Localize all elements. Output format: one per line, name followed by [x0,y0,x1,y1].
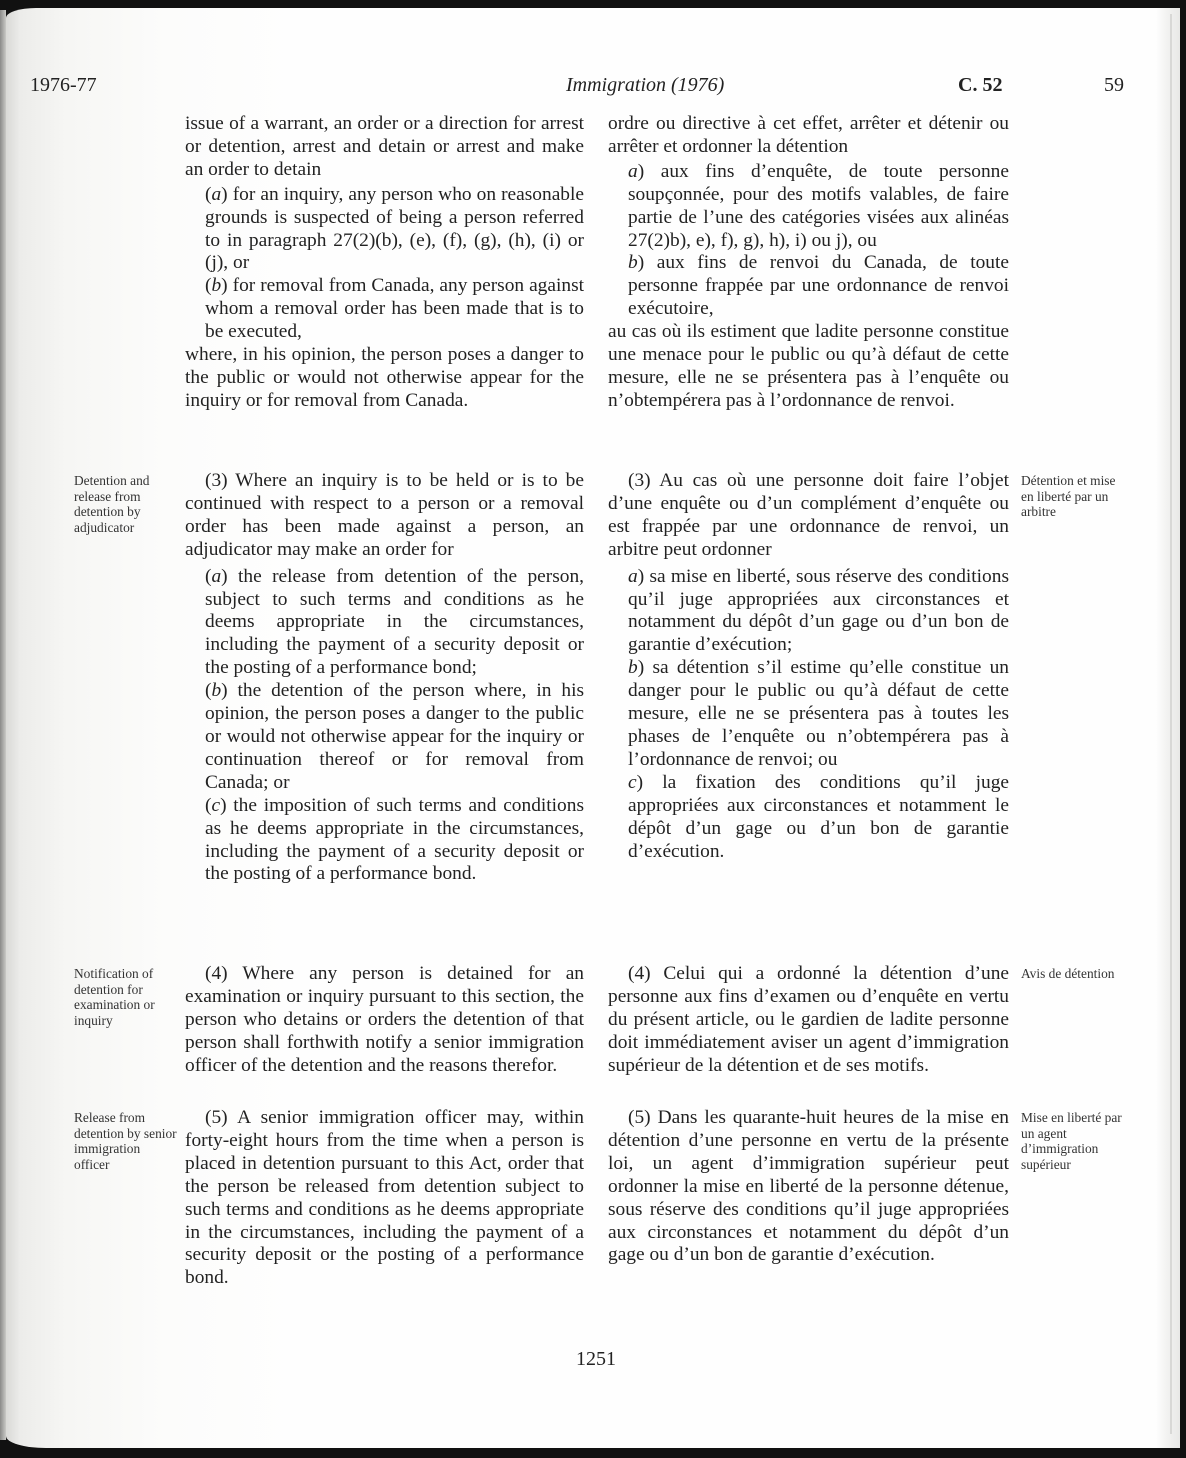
marginal-note-fr-s5: Mise en liberté par un agent d’immigration supérieur [1021,1110,1122,1172]
english-s3-para-c: (c) the imposition of such terms and conditions as he deems appropriate in the circumstances, including the payment of a security deposit or the posting of a performance bond. [205,794,584,885]
english-s2-para-a: (a) for an inquiry, any person who on reasonable grounds is suspected of being a person referred to in paragraph 27(2)(b), (e), (f), (g), (h), (i) or (j), or [205,183,584,274]
french-block-s4 [608,963,1009,1078]
english-block-s3 [185,470,584,886]
english-block-s5 [185,1107,584,1290]
french-s2-tail: au cas où ils estiment que ladite personne constitue une menace pour le public ou qu’à défaut de cette mesure, elle ne se présentera pas à l’enquête ou n’obtempérera pas à l’ordonnance de renvoi. [608,321,1009,411]
french-block-s5 [608,1107,1009,1267]
marginal-note-en-s3: Detention and release from detention by adjudicator [74,473,150,535]
header-chapter: C. 52 [958,74,1003,96]
english-s2-para-b: (b) for removal from Canada, any person against whom a removal order has been made that is to be executed, [205,275,584,343]
marginal-note-en-s5: Release from detention by senior immigration officer [74,1110,177,1172]
english-s3-para-b: (b) the detention of the person where, in his opinion, the person poses a danger to the public or would not otherwise appear for the inquiry or continuation thereof or for removal from Canada; or [205,680,584,793]
english-s3-para-a: (a) the release from detention of the person, subject to such terms and conditions as he deems appropriate in the circumstances, including the payment of a security deposit or the posting of a performance bond; [205,565,584,679]
english-s2-tail: where, in his opinion, the person poses a danger to the public or would not otherwise appear for the inquiry or for removal from Canada. [185,344,584,411]
french-block-s2 [608,113,1009,413]
header-title: Immigration (1976) [566,74,725,96]
marginal-note-en-s4: Notification of detention for examination or inquiry [74,966,155,1028]
marginal-note-fr-s3: Détention et mise en liberté par un arbitre [1021,473,1116,520]
french-intro: ordre ou directive à cet effet, arrêter et détenir ou arrêter et ordonner la détention [608,113,1009,157]
french-s2-para-a: a) aux fins d’enquête, de toute personne soupçonnée, pour des motifs valables, de faire partie de l’une des catégories visées aux alinéas 27(2)b), e), f), g), h), i) ou j), ou [628,160,1009,251]
english-s4: (4) Where any person is detained for an examination or inquiry pursuant to this section, the person who detains or orders the detention of that person shall forthwith notify a senior immigration officer of the detention and the reasons therefor. [185,963,584,1076]
french-s3-para-c: c) la fixation des conditions qu’il juge appropriées aux circonstances et notamment le dépôt d’un gage ou d’un bon de garantie d’exécution. [628,771,1009,862]
header-page-number: 59 [1104,74,1124,96]
french-s3-intro: (3) Au cas où une personne doit faire l’objet d’une enquête ou d’un complément d’enquête ou est frappée par une ordonnance de renvoi, un arbitre peut ordonner [608,470,1009,560]
marginal-note-fr-s4: Avis de détention [1021,966,1115,981]
page-edge [1170,14,1172,1434]
french-s2-para-b: b) aux fins de renvoi du Canada, de toute personne frappée par une ordonnance de renvoi exécutoire, [628,252,1009,320]
french-s5: (5) Dans les quarante-huit heures de la mise en détention d’une personne en vertu de la présente loi, un agent d’immigration supérieur peut ordonner la mise en liberté de la personne détenue, sous réserve des conditions qu’il juge appropriées aux circonstances et notamment du dépôt d’un gage ou d’un bon de garantie d’exécution. [608,1107,1009,1266]
english-s3-intro: (3) Where an inquiry is to be held or is to be continued with respect to a person or a removal order has been made against a person, an adjudicator may make an order for [185,470,584,560]
english-block-s4 [185,963,584,1078]
footer-page-number: 1251 [576,1348,616,1370]
header-year: 1976-77 [30,74,97,96]
english-intro: issue of a warrant, an order or a direction for arrest or detention, arrest and detain or arrest and make an order to detain [185,113,584,180]
french-block-s3 [608,470,1009,863]
french-s3-para-b: b) sa détention s’il estime qu’elle constitue un danger pour le public ou qu’à défaut de cette mesure, elle ne se présentera pas à toutes les phases de l’enquête ou n’obtempérera pas à l’ordonnance de renvoi; ou [628,657,1009,770]
french-s4: (4) Celui qui a ordonné la détention d’une personne aux fins d’examen ou d’enquête en vertu du présent article, ou le gardien de ladite personne doit immédiatement aviser un agent d’immigration supérieur de la détention et de ses motifs. [608,963,1009,1076]
french-s3-para-a: a) sa mise en liberté, sous réserve des conditions qu’il juge appropriées aux circonstances et notamment du dépôt d’un gage ou d’un bon de garantie d’exécution; [628,565,1009,656]
english-s5: (5) A senior immigration officer may, within forty-eight hours from the time when a person is placed in detention pursuant to this Act, order that the person be released from detention subject to such terms and conditions as he deems appropriate in the circumstances, including the payment of a security deposit or the posting of a performance bond. [185,1107,584,1289]
english-block-s2 [185,113,584,413]
